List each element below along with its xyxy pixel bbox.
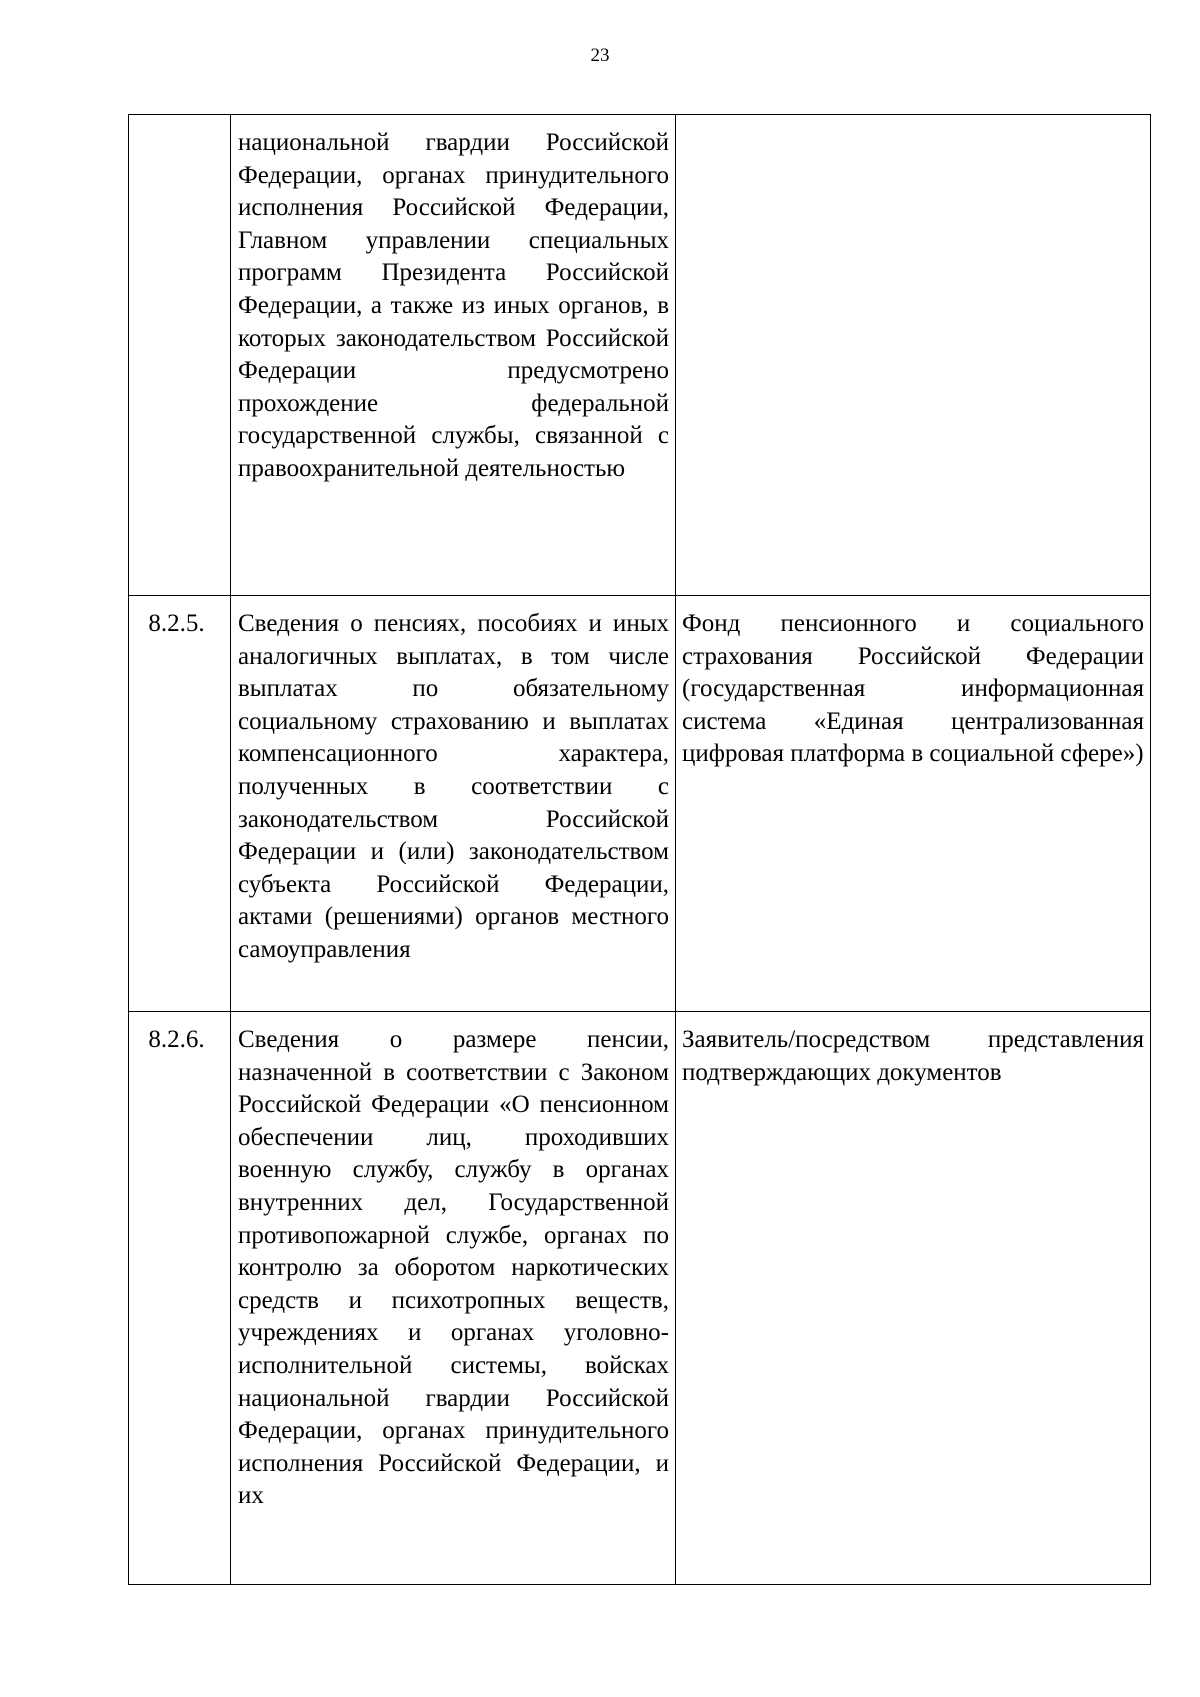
source-cell [676, 115, 1151, 596]
row-number: 8.2.6. [148, 1026, 205, 1053]
row-number-cell [129, 1012, 231, 1585]
table-row [129, 596, 1151, 1012]
information-cell: национальной гвардии Российской Федерации, органах принудительного исполнения Российской Федерации, Главном управлении специальных программ Президента Российской Федерации, а также из иных органов, в которых законодательством Российской Федерации предусмотрено прохождение федеральной государственной службы, связанной с правоохранительной деятельностью [231, 115, 676, 596]
information-cell: Сведения о размере пенсии, назначенной в соответствии с Законом Российской Федерации «О пенсионном обеспечении лиц, проходивших военную службу, службу в органах внутренних дел, Государственной противопожарной службе, органах по контролю за оборотом наркотических средств и психотропных веществ, учреждениях и органах уголовно-исполнительной системы, войсках национальной гвардии Российской Федерации, органах принудительного исполнения Российской Федерации, и их [231, 1012, 676, 1585]
page-number: 23 [590, 45, 610, 66]
source-cell: Фонд пенсионного и социального страхования Российской Федерации (государственная информационная система «Единая централизованная цифровая платформа в социальной сфере») [676, 596, 1151, 1012]
data-table [128, 114, 1151, 1585]
information-cell: Сведения о пенсиях, пособиях и иных аналогичных выплатах, в том числе выплатах по обязательному социальному страхованию и выплатах компенсационного характера, полученных в соответствии с законодательством Российской Федерации и (или) законодательством субъекта Российской Федерации, актами (решениями) органов местного самоуправления [231, 596, 676, 1012]
table-row [129, 1012, 1151, 1585]
source-cell: Заявитель/посредством представления подтверждающих документов [676, 1012, 1151, 1585]
row-number-cell [129, 115, 231, 596]
table-row [129, 115, 1151, 596]
row-number: 8.2.5. [148, 610, 205, 637]
row-number-cell [129, 596, 231, 1012]
